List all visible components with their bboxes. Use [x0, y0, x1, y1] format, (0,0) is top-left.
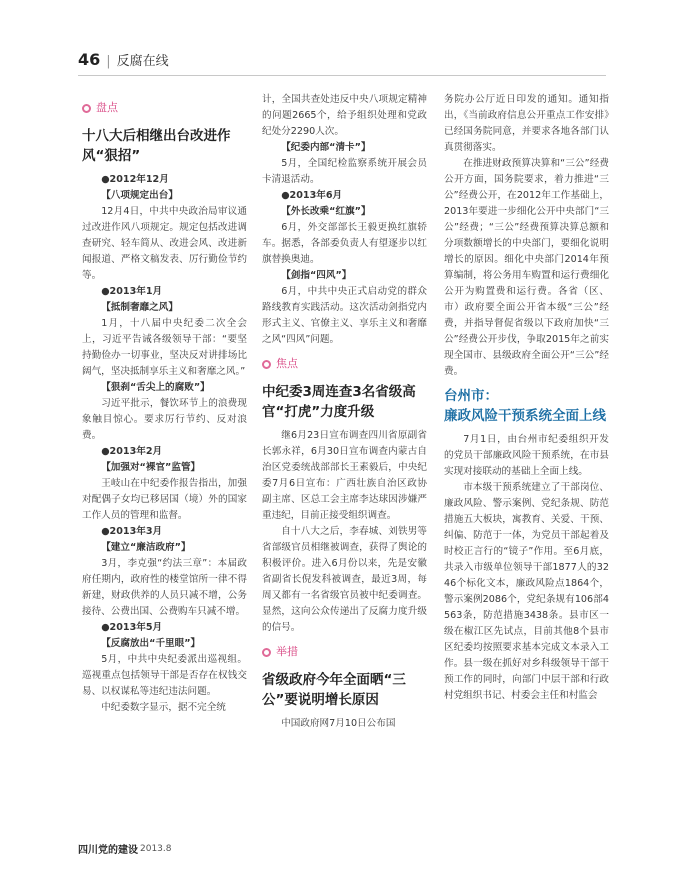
article-headline: 十八大后相继出台改进作风“狠招”: [82, 128, 231, 164]
page-number: 46: [78, 50, 101, 69]
section-label: 焦点: [262, 356, 427, 372]
paragraph: 市本级干预系统建立了干部岗位、廉政风险、警示案例、党纪条规、防范措施五大板块，寓教育、关爱、干预、纠偏、防范于一体，为党员干部起着及时校正言行的“镜子”作用。至6月底，共录入市级单位领导干部1877人的3246个标化文本，廉政风险点1864个，警示案例2086个，党纪条规有106部4563条，防范措施3438条。县市区一级在椒江区先试点，目前其他8个县市区纪委均按照要求基本完成文本录入工作。县一级在抓好对乡科级领导干部干预工作的同时，向部门中层干部和行政村党组织书记、村委会主任和村监会: [444, 482, 609, 701]
paragraph: 在推进财政预算决算和“三公”经费公开方面，国务院要求，着力推进“三公”经费公开，在2012年工作基础上，2013年要进一步细化公开中央部门“三公”经费；“三公”经费预算决算总额和分项数额增长的中央部门，要细化说明增长的原因。细化中央部门2014年预算编制，将公务用车购置和运行费细化公开为购置费和运行费。各省（区、市）政府要全面公开省本级“三公”经费，并指导督促省级以下政府加快“三公”经费公开步伐，争取2015年之前实现全国市、县级政府全面公开“三公”经费。: [444, 158, 609, 377]
section-bullet-icon: [262, 648, 271, 657]
subheading: 【建立“廉洁政府”】: [101, 542, 191, 553]
article-headline: [444, 386, 609, 426]
date-entry: ●2013年5月: [101, 622, 163, 633]
issue-number: 2013.8: [140, 843, 172, 854]
headline-line-1: 台州市：: [444, 388, 498, 404]
subheading: 【纪委内部“清卡”】: [281, 142, 371, 153]
paragraph: 务院办公厅近日印发的通知。通知指出，《当前政府信息公开重点工作安排》已经国务院同意，并要求各地各部门认真贯彻落实。: [444, 94, 609, 153]
page-header: [78, 50, 169, 72]
column-title: 反腐在线: [116, 54, 169, 69]
paragraph: 继6月23日宣布调查四川省原副省长郭永祥，6月30日宣布调查内蒙古自治区党委统战部部长王素毅后，中央纪委7月6日宣布：广西壮族自治区政协副主席、区总工会主席李达球因涉嫌严重违纪，目前正接受组织调查。: [262, 430, 427, 521]
section-bullet-icon: [262, 360, 271, 369]
paragraph: 3月，李克强“约法三章”：本届政府任期内，政府性的楼堂馆所一律不得新建，财政供养的人员只减不增，公务接待、公费出国、公费购车只减不增。: [82, 558, 247, 617]
headline-line-2: 廉政风险干预系统全面上线: [444, 408, 606, 424]
article-headline: 省级政府今年全面晒“三公”要说明增长原因: [262, 672, 406, 708]
magazine-logo: 四川党的建设: [78, 845, 138, 856]
date-entry: ●2012年12月: [101, 174, 169, 185]
paragraph: 1月，十八届中央纪委二次全会上，习近平告诫各级领导干部：“要坚持勤俭办一切事业，坚决反对讲排场比阔气，坚决抵制享乐主义和奢靡之风。”: [82, 318, 247, 377]
paragraph: 中纪委数字显示，据不完全统: [101, 702, 226, 713]
column-right: [444, 92, 609, 704]
paragraph: 6月，中共中央正式启动党的群众路线教育实践活动。这次活动剑指党内形式主义、官僚主义、享乐主义和奢靡之风“四风”问题。: [262, 286, 427, 345]
date-entry: ●2013年1月: [101, 286, 163, 297]
paragraph: 7月1日，由台州市纪委组织开发的党员干部廉政风险干预系统，在市县实现对接联动的基础上全面上线。: [444, 434, 609, 477]
section-label: 盘点: [82, 100, 247, 116]
paragraph: 自十八大之后，李春城、刘铁男等省部级官员相继被调查，获得了舆论的积极评价。进入6月份以来，先是安徽省副省长倪发科被调查，最近3周，每周又都有一名省级官员被中纪委调查。显然，这向公众传递出了反腐力度升级的信号。: [262, 526, 427, 633]
date-entry: ●2013年2月: [101, 446, 163, 457]
article-headline: 中纪委3周连查3名省级高官“打虎”力度升级: [262, 384, 416, 420]
subheading: 【狠刹“舌尖上的腐败”】: [101, 382, 210, 393]
paragraph: 5月，全国纪检监察系统开展会员卡清退活动。: [262, 158, 427, 185]
section-label: 举措: [262, 644, 427, 660]
paragraph: 中国政府网7月10日公布国: [281, 718, 396, 729]
paragraph: 计，全国共查处违反中央八项规定精神的问题2665个，给予组织处理和党政纪处分2290人次。: [262, 94, 427, 137]
subheading: 【反腐放出“千里眼”】: [101, 638, 201, 649]
section-bullet-icon: [82, 104, 91, 113]
subheading: 【抵制奢靡之风】: [101, 302, 178, 313]
paragraph: 12月4日，中共中央政治局审议通过改进作风八项规定。规定包括改进调查研究、轻车简从、改进会风、改进新闻报道、严格文稿发表、厉行勤俭节约等。: [82, 206, 247, 281]
page-footer: [78, 841, 172, 856]
column-left: [82, 92, 247, 716]
paragraph: 6月，外交部部长王毅更换红旗轿车。据悉，各部委负责人有望逐步以红旗替换奥迪。: [262, 222, 427, 265]
subheading: 【加强对“裸官”监管】: [101, 462, 201, 473]
subheading: 【八项规定出台】: [101, 190, 178, 201]
subheading: 【剑指“四风”】: [281, 270, 352, 281]
paragraph: 王岐山在中纪委作报告指出，加强对配偶子女均已移居国（境）外的国家工作人员的管理和监督。: [82, 478, 247, 521]
header-separator: |: [106, 54, 111, 69]
date-entry: ●2013年3月: [101, 526, 163, 537]
date-entry: ●2013年6月: [281, 190, 343, 201]
column-middle: [262, 92, 427, 732]
subheading: 【外长改乘“红旗”】: [281, 206, 371, 217]
paragraph: 5月，中共中央纪委派出巡视组。巡视重点包括领导干部是否存在权钱交易、以权谋私等违纪违法问题。: [82, 654, 247, 697]
header-divider: [78, 75, 606, 76]
paragraph: 习近平批示，餐饮环节上的浪费现象触目惊心。要求厉行节约、反对浪费。: [82, 398, 247, 441]
